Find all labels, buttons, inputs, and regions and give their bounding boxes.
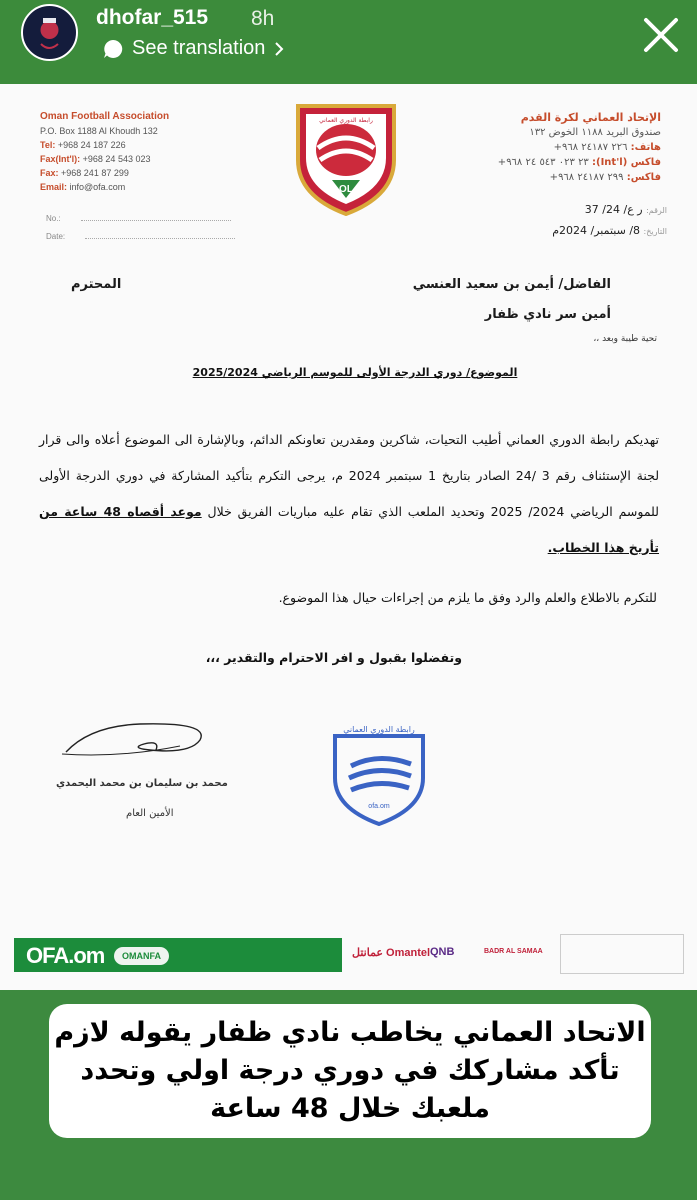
story-time: 8h: [251, 7, 275, 30]
fax-intl-label-ar: فاكس (Int'l):: [592, 157, 661, 168]
english-letterhead: [40, 110, 169, 194]
signatory-name: محمد بن سليمان بن محمد اليحمدي: [56, 778, 228, 789]
addressee-block: [71, 270, 611, 330]
signature-icon: [60, 716, 220, 766]
close-icon[interactable]: [640, 14, 682, 56]
reference-date: [552, 200, 667, 242]
sponsor-qnb: QNB: [430, 946, 455, 958]
honorific: المحترم: [71, 277, 122, 292]
tel-value: +968 24 187 226: [57, 140, 126, 150]
caption-text: الاتحاد العماني يخاطب نادي ظفار يقوله لازم تأكد مشاركك في دوري درجة اولي وتحدد ملعبك خلال 48 ساعة: [54, 1017, 646, 1124]
fax-intl-label: Fax(Int'l):: [40, 154, 81, 164]
email-label: Email:: [40, 182, 68, 192]
stamp-site: ofa.om: [368, 803, 390, 810]
chevron-right-icon: [273, 40, 285, 58]
greeting: تحية طيبة وبعد ،،: [593, 334, 657, 344]
story-username[interactable]: dhofar_515: [96, 6, 209, 29]
date-label: Date:: [46, 232, 66, 241]
translate-bubble-icon: [102, 38, 124, 60]
pobox-ar: صندوق البريد ١١٨٨ الخوض ١٣٢: [529, 127, 661, 138]
story-caption: [49, 1004, 651, 1138]
addressee-name: الفاضل/ أيمن بن سعيد العنسي: [412, 277, 611, 292]
email-value: info@ofa.com: [69, 182, 126, 192]
addressee-title: أمين سر نادي ظفار: [484, 307, 611, 322]
ref-number: ر ع/ 24/ 37: [584, 203, 643, 216]
league-logo: [292, 98, 400, 216]
letter-footer: [14, 934, 684, 976]
fax-value-ar: ٢٩٩ ٢٤١٨٧ ٩٦٨+: [549, 172, 624, 183]
fax-label: Fax:: [40, 168, 59, 178]
stamp-text: رابطة الدوري العماني: [343, 725, 415, 734]
logo-text: رابطة الدوري العماني: [319, 117, 373, 124]
fax-intl-value: +968 24 543 023: [82, 154, 151, 164]
see-translation-label: See translation: [132, 37, 266, 59]
no-date-fields: [46, 210, 235, 246]
no-label: No.:: [46, 214, 61, 223]
logo-abbr: OL: [339, 184, 353, 195]
pobox-en: P.O. Box 1188 Al Khoudh 132: [40, 126, 158, 136]
fax-intl-value-ar: ٢٣ ٠٢٣ ٥٤٣ ٢٤ ٩٦٨+: [497, 157, 589, 168]
sponsor-badr: BADR AL SAMAA: [484, 948, 543, 955]
tel-label-ar: هاتف:: [630, 142, 661, 153]
see-translation-button[interactable]: [102, 37, 285, 60]
footer-box: [560, 934, 684, 974]
closing-request: للتكرم بالاطلاع والعلم والرد وفق ما يلزم من إجراءات حيال هذا الموضوع.: [278, 590, 657, 605]
letter-body: [39, 422, 659, 566]
signatory-title: الأمين العام: [126, 808, 174, 819]
story-header: [0, 0, 697, 84]
letter-document: [0, 84, 697, 990]
ofa-site: OFA.om: [26, 943, 105, 968]
ofa-bar: [14, 938, 342, 972]
tel-label: Tel:: [40, 140, 56, 150]
social-handle: OMANFA: [114, 947, 169, 965]
profile-avatar[interactable]: [21, 4, 78, 61]
arabic-letterhead: [498, 110, 661, 185]
body-main: تهديكم رابطة الدوري العماني أطيب التحيات، شاكرين ومقدرين تعاونكم الدائم، وبالإشارة الى الموضوع أعلاه والى قرار لجنة الإستئناف رقم 3 /24 الصادر بتاريخ 1 سبتمبر 2024 م، يرجى التكرم بتأكيد المشاركة في دوري الدرجة الأولى للموسم الرياضي 2024/ 2025 وتحديد الملعب الذي تقام عليه مباريات الفريق خلال: [39, 432, 659, 519]
letter-date: 8/ سبتمبر/ 2024م: [552, 224, 641, 237]
official-stamp-icon: [325, 722, 433, 826]
fax-label-ar: فاكس:: [626, 172, 661, 183]
tel-value-ar: ٢٢٦ ٢٤١٨٧ ٩٦٨+: [553, 142, 628, 153]
org-name-ar: الإتحاد العماني لكرة القدم: [520, 111, 661, 124]
subject-line: الموضوع/ دوري الدرجة الأولى للموسم الرياضي 2025/2024: [192, 366, 518, 379]
closing-regards: وتفضلوا بقبول و افر الاحترام والتقدير ،،،: [205, 650, 462, 665]
date-ar-label: التاريخ:: [643, 227, 667, 236]
org-name-en: Oman Football Association: [40, 111, 170, 122]
sponsor-omantel: عمانتل Omantel: [352, 947, 431, 959]
body-deadline: موعد أقصاه 48 ساعة من تأريخ هذا الخطاب.: [39, 504, 659, 555]
ref-label: الرقم:: [646, 206, 667, 215]
fax-value: +968 241 87 299: [61, 168, 129, 178]
